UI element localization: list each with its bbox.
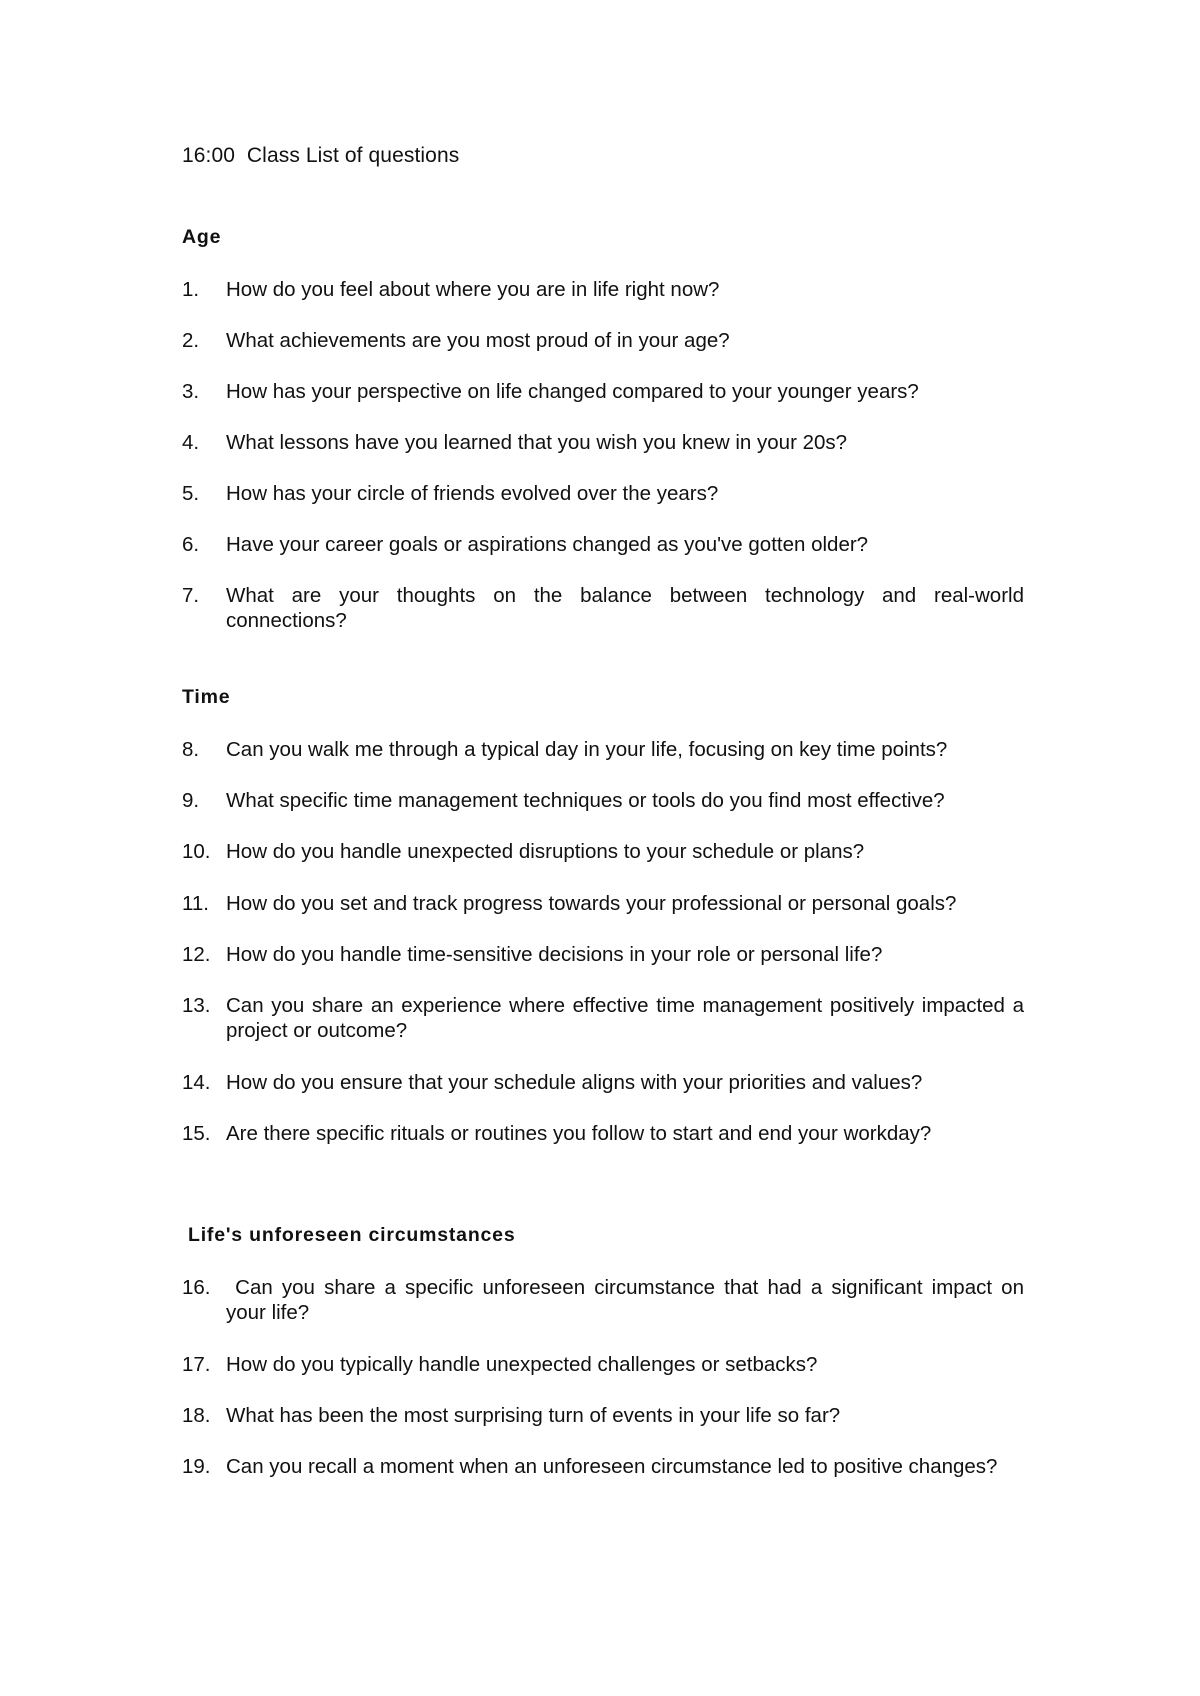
question-item [182,379,1024,404]
question-number: 18. [182,1404,211,1427]
question-number: 6. [182,533,200,556]
document-title: 16:00 Class List of questions [182,144,460,167]
question-item [182,839,1024,864]
question-text: What lessons have you learned that you wish you knew in your 20s? [226,431,848,454]
section-heading-age: Age [182,226,222,248]
question-text: How do you handle unexpected disruptions to your schedule or plans? [226,840,865,863]
question-text: How has your perspective on life changed compared to your younger years? [226,380,919,403]
question-item [182,583,1024,633]
question-item [182,1403,1024,1428]
question-text: Are there specific rituals or routines you follow to start and end your workday? [226,1122,932,1145]
question-item [182,737,1024,762]
question-text: How do you typically handle unexpected challenges or setbacks? [226,1353,818,1376]
question-item [182,532,1024,557]
question-text: How do you handle time-sensitive decisions in your role or personal life? [226,943,883,966]
question-text: Can you share an experience where effective time management positively impacted a project or outcome? [226,994,1024,1042]
question-item [182,328,1024,353]
question-text: Can you share a specific unforeseen circumstance that had a significant impact on your life? [226,1276,1030,1324]
question-number: 8. [182,738,200,761]
question-text: What has been the most surprising turn of events in your life so far? [226,1404,841,1427]
question-text: How do you ensure that your schedule aligns with your priorities and values? [226,1071,923,1094]
question-item [182,1070,1024,1095]
question-number: 10. [182,840,211,863]
question-number: 5. [182,482,200,505]
question-text: What achievements are you most proud of in your age? [226,329,730,352]
question-item [182,277,1024,302]
question-number: 9. [182,789,200,812]
question-number: 4. [182,431,200,454]
section-heading-unforeseen: Life's unforeseen circumstances [188,1224,516,1246]
question-text: What are your thoughts on the balance between technology and real-world connections? [226,584,1024,632]
question-number: 11. [182,892,209,915]
section-heading-time: Time [182,686,231,708]
question-text: How has your circle of friends evolved over the years? [226,482,719,505]
question-item [182,891,1024,916]
question-number: 19. [182,1455,211,1478]
question-text: How do you feel about where you are in life right now? [226,278,720,301]
question-number: 13. [182,994,211,1017]
question-number: 7. [182,584,200,607]
question-number: 14. [182,1071,211,1094]
question-number: 15. [182,1122,211,1145]
question-number: 2. [182,329,200,352]
question-item [182,993,1024,1043]
question-item [182,788,1024,813]
question-item [182,1121,1024,1146]
question-number: 3. [182,380,200,403]
question-item [182,942,1024,967]
question-number: 17. [182,1353,211,1376]
question-item [182,1454,1024,1479]
question-number: 12. [182,943,211,966]
question-text: How do you set and track progress towards your professional or personal goals? [226,892,957,915]
question-text: Can you walk me through a typical day in your life, focusing on key time points? [226,738,948,761]
question-number: 1. [182,278,200,301]
question-text: Can you recall a moment when an unforeseen circumstance led to positive changes? [226,1455,998,1478]
question-text: What specific time management techniques or tools do you find most effective? [226,789,945,812]
question-text: Have your career goals or aspirations changed as you've gotten older? [226,533,869,556]
question-number: 16. [182,1276,211,1299]
question-item [182,1352,1024,1377]
question-item [182,1275,1030,1325]
question-item [182,481,1024,506]
question-item [182,430,1024,455]
